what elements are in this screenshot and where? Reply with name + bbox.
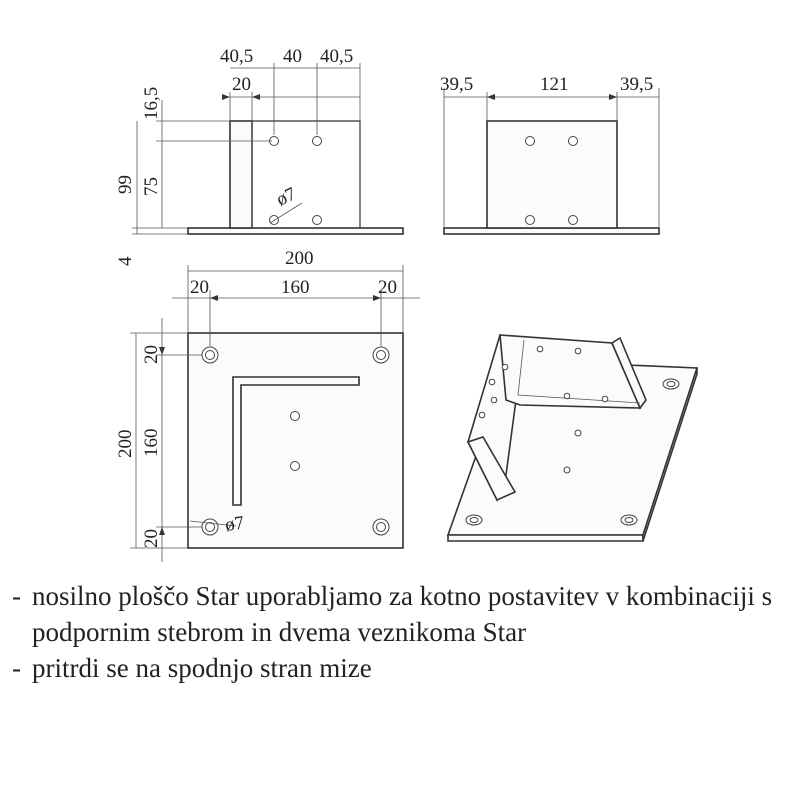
note-text: pritrdi se na spodnjo stran mize xyxy=(32,653,372,683)
note-dash: - xyxy=(12,653,21,683)
iso-hole xyxy=(575,430,581,436)
iso-corner-hole xyxy=(466,515,482,525)
dim-plan-total-width: 200 xyxy=(285,248,314,269)
dim-side-left-4: 4 xyxy=(115,256,136,266)
dim-plan-total-height: 200 xyxy=(115,429,136,458)
front-upright xyxy=(487,121,617,228)
note-text: nosilno ploščo Star uporabljamo za kotno postavitev v kombinaciji s podpornim stebrom in dvema veznikoma Star xyxy=(32,581,773,647)
plan-plate xyxy=(188,333,403,548)
note-item xyxy=(12,578,792,650)
plan-view xyxy=(115,248,420,562)
front-hole xyxy=(526,137,535,146)
plan-corner-hole xyxy=(373,519,389,535)
side-hole xyxy=(270,216,279,225)
dim-plan-top-2: 160 xyxy=(281,277,310,298)
plan-corner-hole xyxy=(202,519,218,535)
dim-plan-top-1: 20 xyxy=(190,277,209,298)
dim-front-top-1: 39,5 xyxy=(440,74,474,95)
dim-side-top-2: 40 xyxy=(283,46,302,67)
side-view xyxy=(115,46,403,266)
dim-side-hole: ø7 xyxy=(273,183,300,211)
plan-corner-hole xyxy=(373,347,389,363)
side-hole xyxy=(313,137,322,146)
iso-hole xyxy=(564,467,570,473)
note-item xyxy=(12,650,792,686)
dim-plan-left-1: 20 xyxy=(141,345,162,364)
dim-side-top-3: 40,5 xyxy=(320,46,354,67)
note-dash: - xyxy=(12,581,21,611)
front-hole xyxy=(569,137,578,146)
front-view xyxy=(440,74,659,234)
side-base-plate xyxy=(188,228,403,234)
dim-plan-hole: ø7 xyxy=(223,512,246,536)
dim-side-flange: 20 xyxy=(232,74,251,95)
dim-plan-left-2: 160 xyxy=(141,428,162,457)
front-base-plate xyxy=(444,228,659,234)
isometric-view xyxy=(448,335,697,541)
dim-side-left-1: 16,5 xyxy=(141,86,162,120)
front-hole xyxy=(526,216,535,225)
dim-side-left-2: 75 xyxy=(141,177,162,196)
plan-hole xyxy=(291,462,300,471)
plan-hole xyxy=(291,412,300,421)
front-hole xyxy=(569,216,578,225)
dim-side-left-3: 99 xyxy=(115,175,136,194)
notes-list xyxy=(12,578,792,686)
iso-corner-hole xyxy=(663,379,679,389)
dim-front-top-3: 39,5 xyxy=(620,74,654,95)
dim-side-top-1: 40,5 xyxy=(220,46,254,67)
side-hole xyxy=(313,216,322,225)
dim-plan-top-3: 20 xyxy=(378,277,397,298)
iso-corner-hole xyxy=(621,515,637,525)
side-upright-flange xyxy=(230,121,252,228)
dim-front-top-2: 121 xyxy=(540,74,569,95)
plan-corner-hole xyxy=(202,347,218,363)
dim-plan-left-3: 20 xyxy=(141,529,162,548)
